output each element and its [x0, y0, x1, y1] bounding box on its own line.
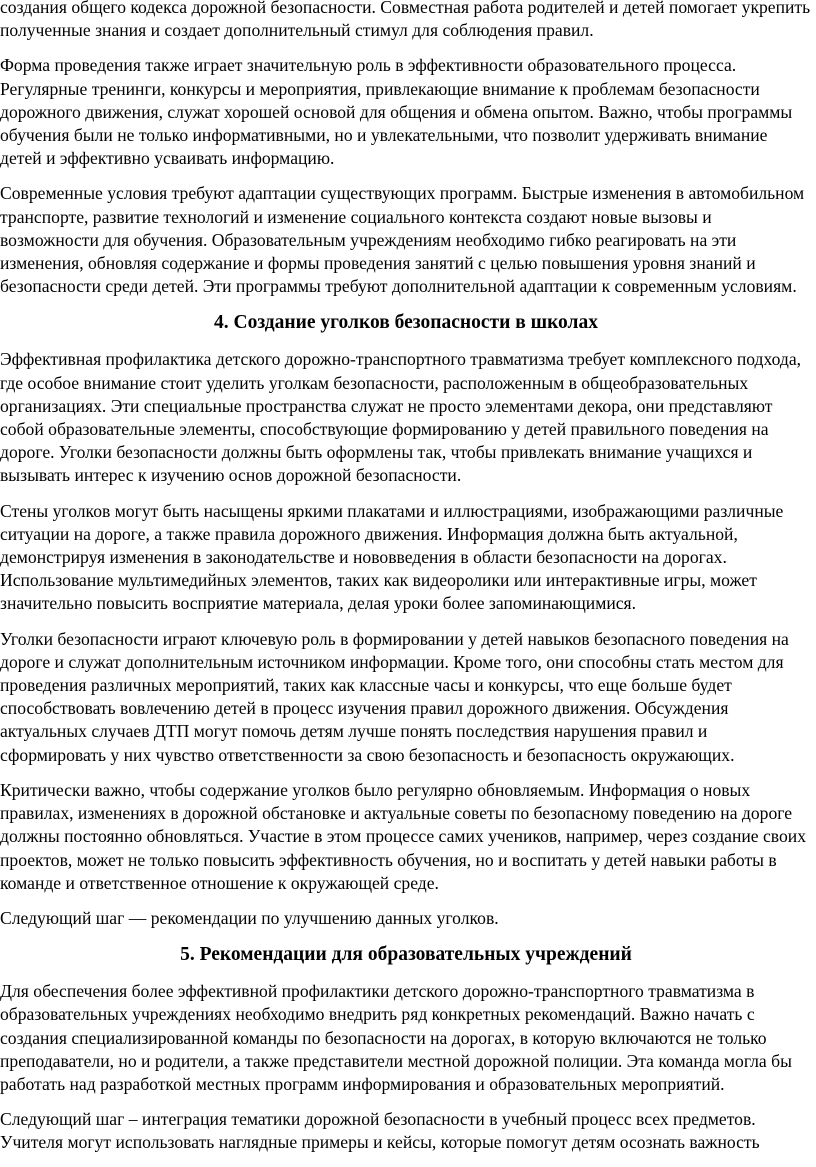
paragraph: Следующий шаг — рекомендации по улучшению данных уголков.	[0, 907, 499, 928]
paragraph: создания общего кодекса дорожной безопасности. Совместная работа родителей и детей помогает укрепить полученные знания и создает дополнительный стимул для соблюдения правил.	[0, 0, 811, 41]
paragraph: Следующий шаг – интеграция тематики дорожной безопасности в учебный процесс всех предметов. Учителя могут использовать наглядные примеры и кейсы, которые помогут детям осознать важность	[0, 1109, 760, 1153]
paragraph: Критически важно, чтобы содержание уголков было регулярно обновляемым. Информация о новых правилах, изменениях в дорожной обстановке и актуальные советы по безопасному поведению на дороге должны постоянно обновляться. Участие в этом процессе самих учеников, например, через создание своих проектов, может не только повысить эффективность обучения, но и воспитать у детей навыки работы в команде и ответственное отношение к окружающей среде.	[0, 779, 806, 893]
paragraph: Современные условия требуют адаптации существующих программ. Быстрые изменения в автомобильном транспорте, развитие технологий и изменение социального контекста создают новые вызовы и возможности для обучения. Образовательным учреждениям необходимо гибко реагировать на эти изменения, обновляя содержание и формы проведения занятий с целью повышения уровня знаний и безопасности среди детей. Эти программы требуют дополнительной адаптации к современным условиям.	[0, 183, 805, 297]
paragraph: Стены уголков могут быть насыщены яркими плакатами и иллюстрациями, изображающими различные ситуации на дороге, а также правила дорожного движения. Информация должна быть актуальной, демонстрируя изменения в законодательстве и нововведения в области безопасности на дорогах. Использование мультимедийных элементов, таких как видеоролики или интерактивные игры, может значительно повысить восприятие материала, делая уроки более запоминающимися.	[0, 500, 784, 614]
paragraph: Для обеспечения более эффективной профилактики детского дорожно-транспортного травматизма в образовательных учреждениях необходимо внедрить ряд конкретных рекомендаций. Важно начать с создания специализированной команды по безопасности на дорогах, в которую включаются не только преподаватели, но и родители, а также представители местной дорожной полиции. Эта команда могла бы работать над разработкой местных программ информирования и образовательных мероприятий.	[0, 981, 792, 1094]
section-5-heading: 5. Рекомендации для образовательных учреждений	[180, 944, 632, 966]
section-4-heading: 4. Создание уголков безопасности в школах	[213, 312, 598, 334]
paragraph: Форма проведения также играет значительную роль в эффективности образовательного процесса. Регулярные тренинги, конкурсы и мероприятия, привлекающие внимание к проблемам безопасности дорожного движения, служат хорошей основой для общения и обмена опытом. Важно, чтобы программы обучения были не только информативными, но и увлекательными, что позволит удерживать внимание детей и эффективно усваивать информацию.	[0, 55, 793, 169]
paragraph: Эффективная профилактика детского дорожно-транспортного травматизма требует комплексного подхода, где особое внимание стоит уделить уголкам безопасности, расположенным в общеобразовательных организациях. Эти специальные пространства служат не просто элементами декора, они представляют собой образовательные элементы, способствующие формированию у детей правильного поведения на дороге. Уголки безопасности должны быть оформлены так, чтобы привлекать внимание учащихся и вызывать интерес к изучению основ дорожной безопасности.	[0, 349, 802, 486]
paragraph: Уголки безопасности играют ключевую роль в формировании у детей навыков безопасного поведения на дороге и служат дополнительным источником информации. Кроме того, они способны стать местом для проведения различных мероприятий, таких как классные часы и конкурсы, что еще больше будет способствовать вовлечению детей в процесс изучения правил дорожного движения. Обсуждения актуальных случаев ДТП могут помочь детям лучше понять последствия нарушения правил и сформировать у них чувство ответственности за свою безопасность и безопасность окружающих.	[0, 628, 789, 765]
